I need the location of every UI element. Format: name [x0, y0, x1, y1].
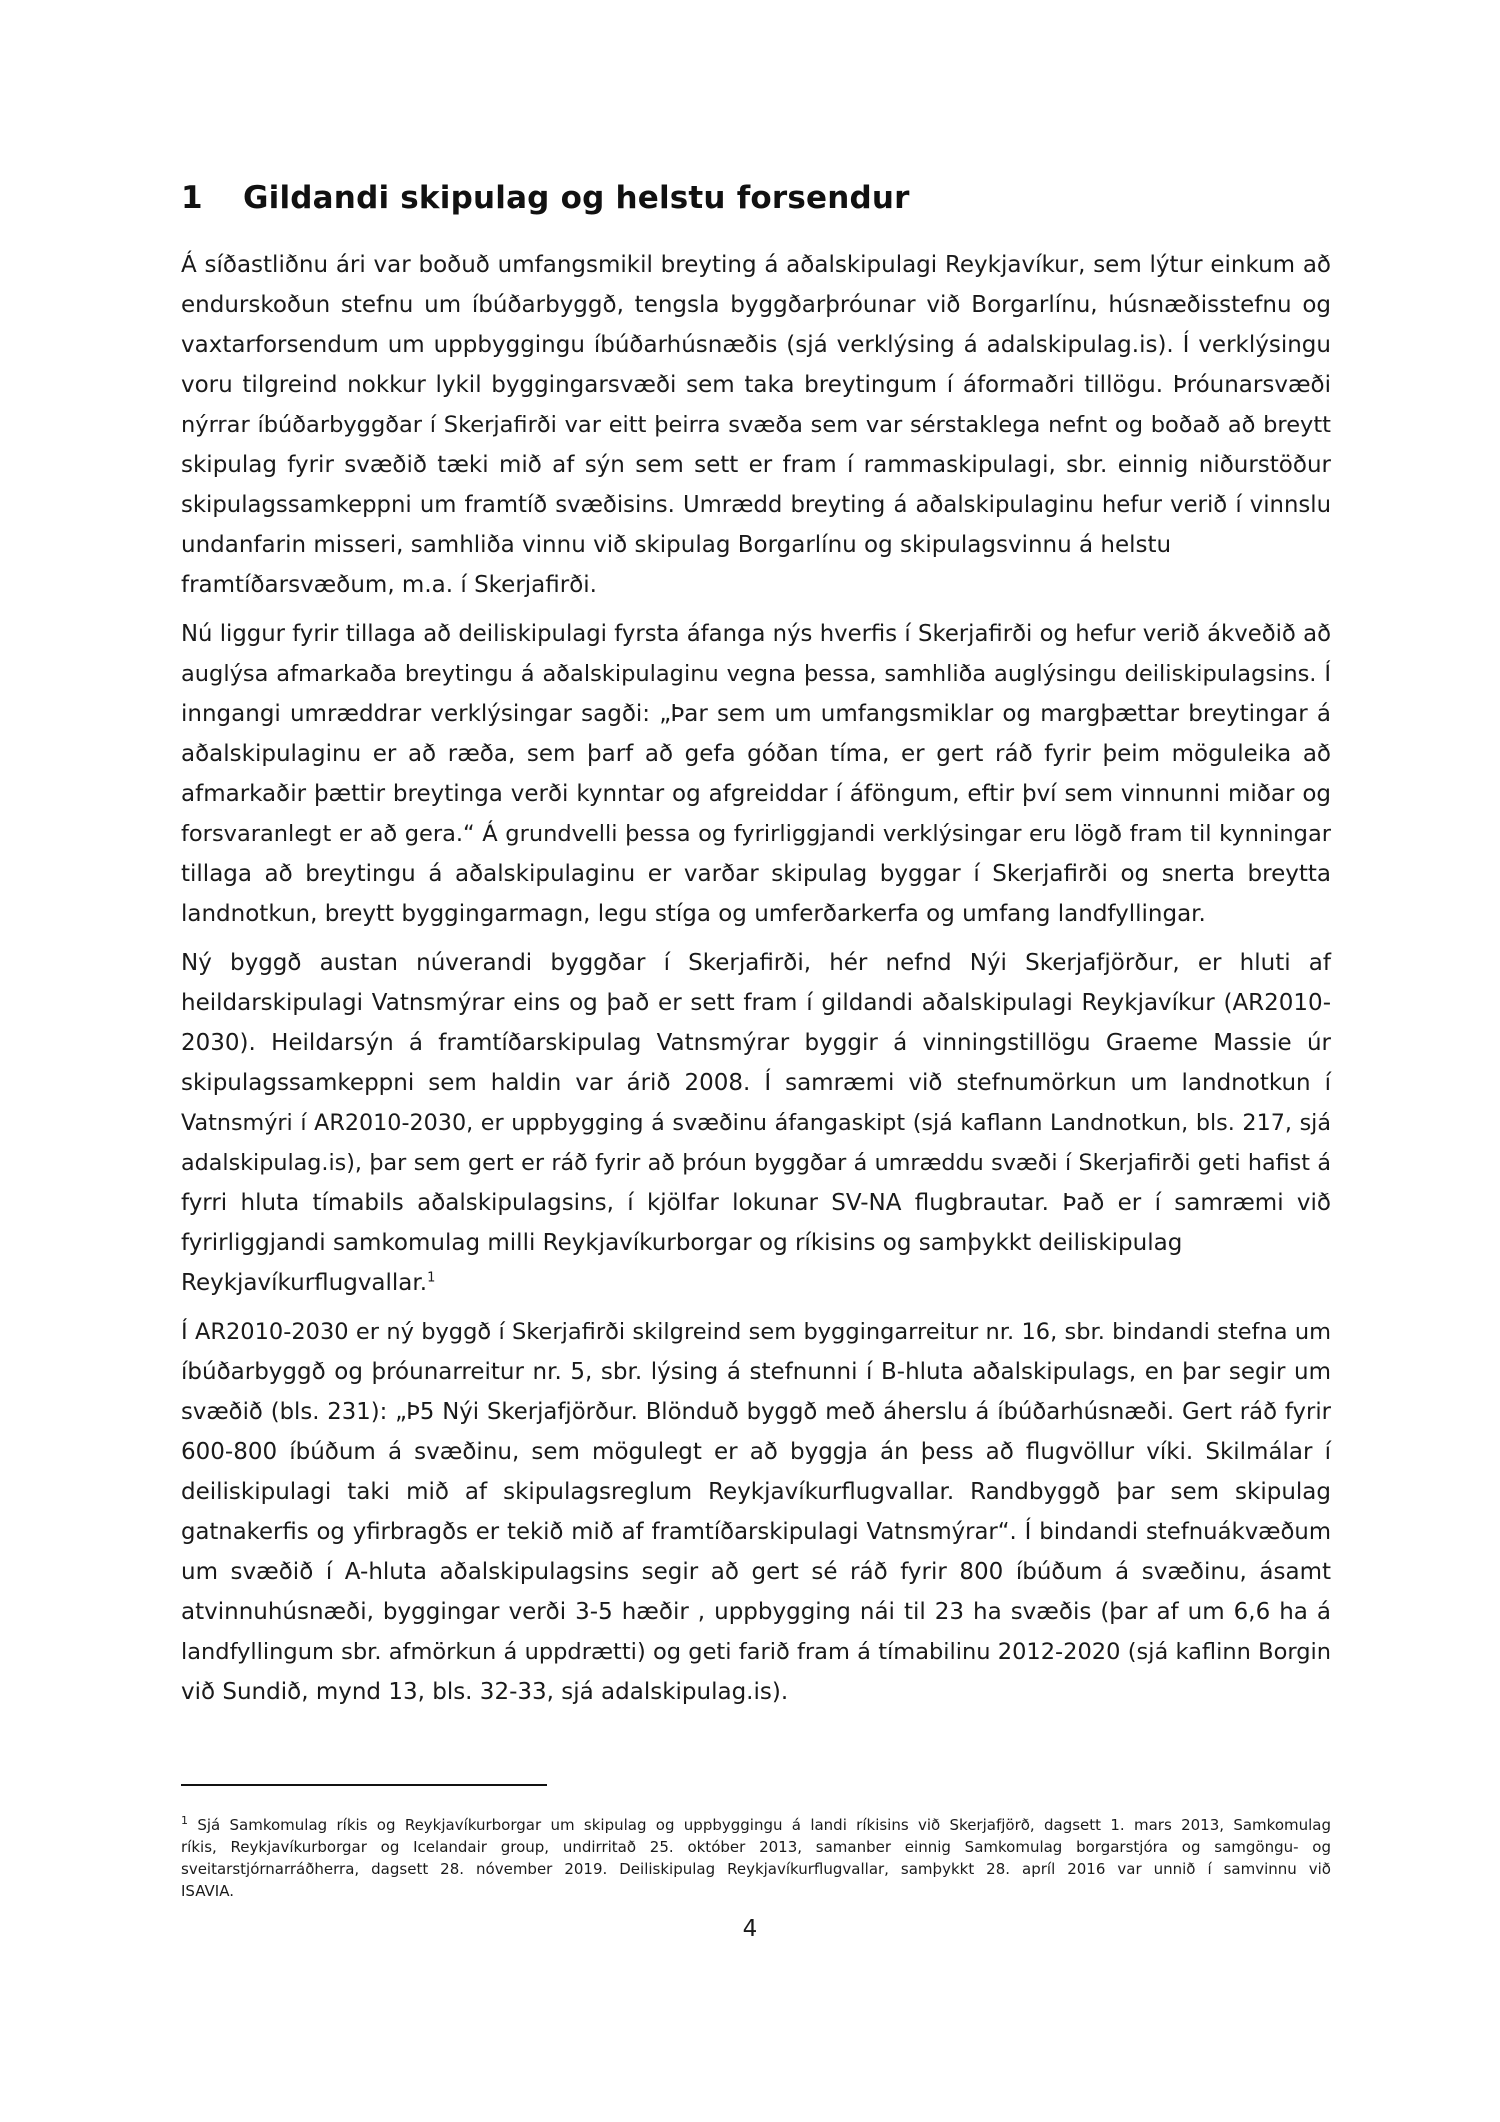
body-text: [181, 245, 1331, 1721]
text-line: Nú liggur fyrir tillaga að deiliskipulagi fyrsta áfanga nýs hverfis í Skerjafirði og hefur verið ákveðið að: [181, 621, 1331, 647]
footnote: [181, 1814, 1331, 1902]
text-line: forsvaranlegt er að gera.“ Á grundvelli þessa og fyrirliggjandi verklýsingar eru lögð fram til kynningar: [181, 821, 1331, 847]
paragraph-3: [181, 943, 1331, 1303]
footnote-line-with-marker: [181, 1814, 1331, 1836]
text-line: voru tilgreind nokkur lykil byggingarsvæði sem taka breytingum í áformaðri tillögu. Þróunarsvæði: [181, 372, 1331, 398]
footnote-reference[interactable]: 1: [427, 1270, 436, 1286]
text-line: vaxtarforsendum um uppbyggingu íbúðarhúsnæðis (sjá verklýsing á adalskipulag.is). Í verklýsingu: [181, 332, 1331, 358]
text-line: skipulagssamkeppni um framtíð svæðisins. Umrædd breyting á aðalskipulaginu hefur verið í vinnslu: [181, 492, 1331, 518]
footnote-line: ISAVIA.: [181, 1882, 234, 1900]
footnote-line: ríkis, Reykjavíkurborgar og Icelandair group, undirritað 25. október 2013, samanber einnig Samkomulag borgarstjóra og samgöngu- og: [181, 1838, 1331, 1856]
text-line: íbúðarbyggð og þróunarreitur nr. 5, sbr. lýsing á stefnunni í B-hluta aðalskipulags, en þar segir um: [181, 1359, 1331, 1385]
text-line: afmarkaðir þættir breytinga verði kynntar og afgreiddar í áföngum, eftir því sem vinnunni miðar og: [181, 781, 1331, 807]
section-number: 1: [181, 180, 203, 216]
paragraph-4: [181, 1312, 1331, 1712]
text-line: adalskipulag.is), þar sem gert er ráð fyrir að þróun byggðar á umræddu svæði í Skerjafirði geti hafist á: [181, 1150, 1331, 1176]
text-line: Reykjavíkurflugvallar.: [181, 1270, 428, 1296]
text-line: um svæðið í A-hluta aðalskipulagsins segir að gert sé ráð fyrir 800 íbúðum á svæðinu, ásamt: [181, 1559, 1331, 1585]
text-line: auglýsa afmarkaða breytingu á aðalskipulaginu vegna þessa, samhliða auglýsingu deiliskipulagsins. Í: [181, 661, 1331, 687]
text-line-with-footnote: [181, 1263, 1331, 1303]
text-line: 600-800 íbúðum á svæðinu, sem mögulegt er að byggja án þess að flugvöllur víki. Skilmálar í: [181, 1439, 1331, 1465]
text-line: 2030). Heildarsýn á framtíðarskipulag Vatnsmýrar byggir á vinningstillögu Graeme Massie úr: [181, 1030, 1331, 1056]
text-line: undanfarin misseri, samhliða vinnu við skipulag Borgarlínu og skipulagsvinnu á helstu: [181, 532, 1172, 558]
text-line: svæðið (bls. 231): „Þ5 Nýi Skerjafjörður. Blönduð byggð með áherslu á íbúðarhúsnæði. Gert ráð fyrir: [181, 1399, 1331, 1425]
footnote-marker: 1: [181, 1814, 188, 1827]
text-line: Í AR2010-2030 er ný byggð í Skerjafirði skilgreind sem byggingarreitur nr. 16, sbr. bindandi stefna um: [181, 1319, 1331, 1345]
text-line: Vatnsmýri í AR2010-2030, er uppbygging á svæðinu áfangaskipt (sjá kaflann Landnotkun, bls. 217, sjá: [181, 1110, 1331, 1136]
text-line: landfyllingum sbr. afmörkun á uppdrætti) og geti farið fram á tímabilinu 2012-2020 (sjá kaflinn Borgin: [181, 1639, 1331, 1665]
text-line: Ný byggð austan núverandi byggðar í Skerjafirði, hér nefnd Nýi Skerjafjörður, er hluti af: [181, 950, 1331, 976]
text-line: landnotkun, breytt byggingarmagn, legu stíga og umferðarkerfa og umfang landfyllingar.: [181, 901, 1206, 927]
text-line: deiliskipulagi taki mið af skipulagsreglum Reykjavíkurflugvallar. Randbyggð þar sem skipulag: [181, 1479, 1331, 1505]
footnote-text: Sjá Samkomulag ríkis og Reykjavíkurborgar um skipulag og uppbyggingu á landi ríkisins við Skerjafjörð, dagsett 1. mars 2013, Samkomulag: [197, 1816, 1331, 1834]
section-title: Gildandi skipulag og helstu forsendur: [243, 180, 910, 216]
text-line: atvinnuhúsnæði, byggingar verði 3-5 hæðir , uppbygging nái til 23 ha svæðis (þar af um 6,6 ha á: [181, 1599, 1331, 1625]
page-number: 4: [742, 1916, 758, 1942]
text-line: skipulagssamkeppni sem haldin var árið 2008. Í samræmi við stefnumörkun um landnotkun í: [181, 1070, 1331, 1096]
section-heading: [181, 180, 910, 216]
text-line: fyrri hluta tímabils aðalskipulagsins, í kjölfar lokunar SV-NA flugbrautar. Það er í samræmi við: [181, 1190, 1331, 1216]
paragraph-2: [181, 614, 1331, 934]
footnote-line: sveitarstjórnarráðherra, dagsett 28. nóvember 2019. Deiliskipulag Reykjavíkurflugvallar, samþykkt 28. apríl 2016 var unnið í samvinnu við: [181, 1860, 1331, 1878]
text-line: gatnakerfis og yfirbragðs er tekið mið af framtíðarskipulagi Vatnsmýrar“. Í bindandi stefnuákvæðum: [181, 1519, 1331, 1545]
text-line: framtíðarsvæðum, m.a. í Skerjafirði.: [181, 572, 597, 598]
text-line: Á síðastliðnu ári var boðuð umfangsmikil breyting á aðalskipulagi Reykjavíkur, sem lýtur einkum að: [181, 252, 1331, 278]
text-line: aðalskipulaginu er að ræða, sem þarf að gefa góðan tíma, er gert ráð fyrir þeim möguleika að: [181, 741, 1331, 767]
text-line: inngangi umræddrar verklýsingar sagði: „Þar sem um umfangsmiklar og margþættar breytingar á: [181, 701, 1331, 727]
text-line: skipulag fyrir svæðið tæki mið af sýn sem sett er fram í rammaskipulagi, sbr. einnig niðurstöður: [181, 452, 1331, 478]
text-line: við Sundið, mynd 13, bls. 32-33, sjá adalskipulag.is).: [181, 1679, 789, 1705]
text-line: tillaga að breytingu á aðalskipulaginu er varðar skipulag byggar í Skerjafirði og snerta breytta: [181, 861, 1331, 887]
paragraph-1: [181, 245, 1331, 605]
text-line: fyrirliggjandi samkomulag milli Reykjavíkurborgar og ríkisins og samþykkt deiliskipulag: [181, 1230, 1183, 1256]
text-line: heildarskipulagi Vatnsmýrar eins og það er sett fram í gildandi aðalskipulagi Reykjavíkur (AR2010-: [181, 990, 1331, 1016]
footnote-separator: [181, 1784, 547, 1786]
text-line: endurskoðun stefnu um íbúðarbyggð, tengsla byggðarþróunar við Borgarlínu, húsnæðisstefnu og: [181, 292, 1331, 318]
text-line: nýrrar íbúðarbyggðar í Skerjafirði var eitt þeirra svæða sem var sérstaklega nefnt og boðað að breytt: [181, 412, 1331, 438]
